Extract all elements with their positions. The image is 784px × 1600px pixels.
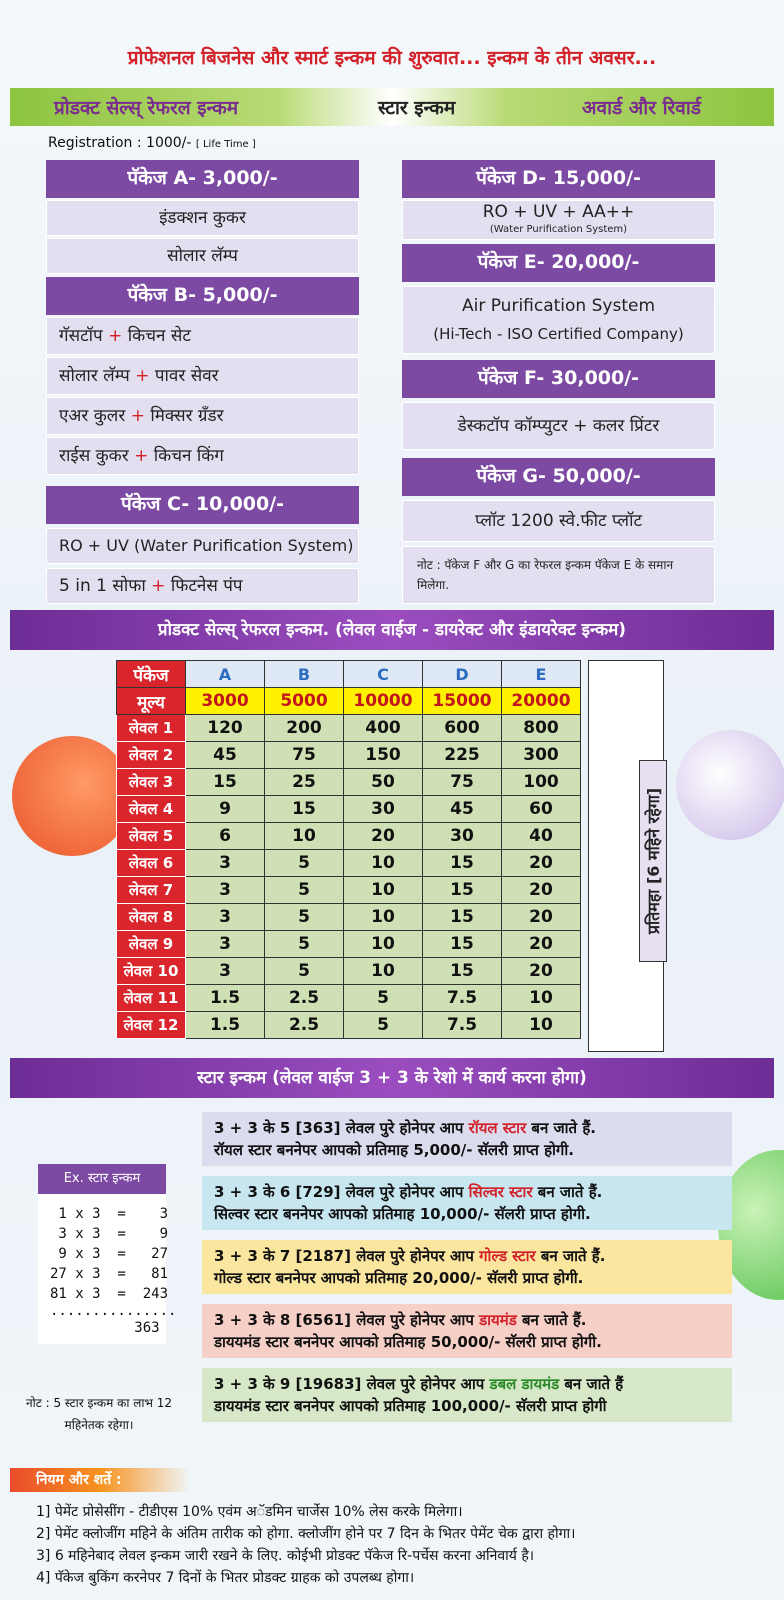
value-cell: 800 <box>502 715 581 742</box>
item-text: राईस कुकर <box>59 446 129 466</box>
value-cell: 15 <box>423 958 502 985</box>
table-row <box>117 769 581 796</box>
value-cell: 100 <box>502 769 581 796</box>
value-cell: 3 <box>186 877 265 904</box>
header <box>0 0 784 88</box>
price-cell: 10000 <box>344 688 423 715</box>
star-text: बन जाते हैं. <box>526 1119 596 1137</box>
star-text: बन जाते हैं <box>559 1375 624 1393</box>
package-header: D <box>423 661 502 688</box>
example-row: 81 x 3 = 243 <box>50 1286 169 1302</box>
table-price-row <box>117 688 581 715</box>
value-cell: 3 <box>186 904 265 931</box>
example-row: 1 x 3 = 3 <box>50 1206 169 1222</box>
level-label: लेवल 2 <box>117 742 186 769</box>
table-row <box>117 985 581 1012</box>
value-cell: 20 <box>502 931 581 958</box>
table-row <box>117 1012 581 1039</box>
star-bar: स्टार इन्कम (लेवल वाईज 3 + 3 के रेशो में कार्य करना होगा) <box>10 1058 774 1098</box>
level-label: लेवल 9 <box>117 931 186 958</box>
value-cell: 15 <box>423 850 502 877</box>
price-header-label: मूल्य <box>117 688 186 715</box>
value-cell: 3 <box>186 850 265 877</box>
example-row: 3 x 3 = 9 <box>50 1226 169 1242</box>
package-g-title: पॅकेज G- 50,000/- <box>402 458 715 496</box>
table-row <box>117 904 581 931</box>
star-text: बन जाते हैं. <box>532 1183 603 1201</box>
star-text: बन जाते हैं. <box>516 1311 587 1329</box>
rules-title: नियम और शर्ते : <box>10 1468 190 1492</box>
header-strip <box>10 88 774 126</box>
package-e-item <box>402 286 715 354</box>
value-cell: 1.5 <box>186 1012 265 1039</box>
value-cell: 40 <box>502 823 581 850</box>
level-label: लेवल 12 <box>117 1012 186 1039</box>
value-cell: 2.5 <box>265 985 344 1012</box>
item-text: किचन किंग <box>153 446 224 466</box>
star-rank: डबल डायमंड <box>489 1375 560 1393</box>
table-row <box>117 958 581 985</box>
package-header: C <box>344 661 423 688</box>
value-cell: 20 <box>344 823 423 850</box>
rule-item: 4] पॅकेज बुकिंग करनेपर 7 दिनों के भितर प्रोडक्ट ग्राहक को उपलब्ध होगा। <box>36 1570 415 1586</box>
star-box <box>202 1176 732 1230</box>
star-box-line1 <box>214 1117 720 1139</box>
value-cell: 10 <box>502 1012 581 1039</box>
item-subtext: (Hi-Tech - ISO Certified Company) <box>433 325 684 343</box>
rule-item: 3] 6 महिनेबाद लेवल इन्कम जारी रखने के लिए. कोईभी प्रोडक्ट पॅकेज रि-पर्चेस करना अनिवार्य है। <box>36 1548 535 1564</box>
package-d-item <box>402 200 715 240</box>
value-cell: 3 <box>186 958 265 985</box>
package-b-item: राईस कुकर + किचन किंग <box>46 437 359 475</box>
example-row: 27 x 3 = 81 <box>50 1266 169 1282</box>
value-cell: 15 <box>423 877 502 904</box>
deco-circle-right <box>676 730 784 840</box>
star-box <box>202 1240 732 1294</box>
item-text: मिक्सर ग्रॅंडर <box>150 406 224 426</box>
value-cell: 5 <box>265 850 344 877</box>
value-cell: 5 <box>265 931 344 958</box>
price-cell: 3000 <box>186 688 265 715</box>
level-label: लेवल 3 <box>117 769 186 796</box>
value-cell: 15 <box>423 931 502 958</box>
value-cell: 10 <box>344 931 423 958</box>
value-cell: 45 <box>423 796 502 823</box>
item-text: 5 in 1 सोफा <box>59 576 146 596</box>
value-cell: 5 <box>344 985 423 1012</box>
star-text: बन जाते हैं. <box>535 1247 606 1265</box>
example-title: Ex. स्टार इन्कम <box>38 1164 166 1194</box>
right-note <box>402 546 715 604</box>
table-header-row <box>117 661 581 688</box>
star-box-line2: डाययमंड स्टार बननेपर आपको प्रतिमाह 100,000/- सॅलरी प्राप्त होगी <box>214 1397 607 1415</box>
value-cell: 50 <box>344 769 423 796</box>
table-row <box>117 931 581 958</box>
package-b-item: गॅसटॉप + किचन सेट <box>46 317 359 355</box>
value-cell: 1.5 <box>186 985 265 1012</box>
deco-circle-left <box>12 736 132 856</box>
value-cell: 5 <box>265 904 344 931</box>
table-row <box>117 742 581 769</box>
value-cell: 225 <box>423 742 502 769</box>
star-box <box>202 1368 732 1422</box>
package-g-item: प्लॉट 1200 स्वे.फीट प्लॉट <box>402 500 715 542</box>
value-cell: 30 <box>423 823 502 850</box>
value-cell: 10 <box>344 958 423 985</box>
star-rank: डायमंड <box>479 1311 517 1329</box>
value-cell: 10 <box>344 904 423 931</box>
value-cell: 5 <box>265 958 344 985</box>
package-header: B <box>265 661 344 688</box>
registration-note: [ Life Time ] <box>195 139 256 150</box>
item-text: पावर सेवर <box>154 366 219 386</box>
package-header: A <box>186 661 265 688</box>
value-cell: 20 <box>502 877 581 904</box>
value-cell: 20 <box>502 904 581 931</box>
value-cell: 400 <box>344 715 423 742</box>
example-box <box>38 1164 177 1344</box>
package-a-item: सोलार लॅम्प <box>46 238 359 274</box>
value-cell: 7.5 <box>423 985 502 1012</box>
value-cell: 150 <box>344 742 423 769</box>
star-box <box>202 1112 732 1166</box>
price-cell: 20000 <box>502 688 581 715</box>
star-text: 3 + 3 के 6 [729] लेवल पुरे होनेपर आप <box>214 1183 469 1201</box>
value-cell: 300 <box>502 742 581 769</box>
package-header-label: पॅकेज <box>117 661 186 688</box>
table-row <box>117 715 581 742</box>
star-text: 3 + 3 के 8 [6561] लेवल पुरे होनेपर आप <box>214 1311 480 1329</box>
star-box <box>202 1304 732 1358</box>
value-cell: 10 <box>344 877 423 904</box>
side-label-box <box>639 760 667 962</box>
rule-item: 2] पेमेंट क्लोजींग महिने के अंतिम तारीक को होगा. क्लोजींग होने पर 7 दिन के भितर पेमेंट चेक द्वारा होगा। <box>36 1526 576 1542</box>
strip-referral: प्रोडक्ट सेल्स् रेफरल इन्कम <box>54 97 239 119</box>
example-dots: ............... <box>50 1303 177 1319</box>
level-income-table <box>116 660 581 1039</box>
strip-star: स्टार इन्कम <box>378 97 456 119</box>
star-box-line1 <box>214 1181 720 1203</box>
star-rank: रॉयल स्टार <box>468 1119 527 1137</box>
table-row <box>117 850 581 877</box>
value-cell: 7.5 <box>423 1012 502 1039</box>
value-cell: 15 <box>186 769 265 796</box>
rule-item: 1] पेमेंट प्रोसेसींग - टीडीएस 10% एवंम अॅडमिन चार्जेस 10% लेस करके मिलेगा। <box>36 1504 463 1520</box>
level-label: लेवल 10 <box>117 958 186 985</box>
package-b-item: सोलार लॅम्प + पावर सेवर <box>46 357 359 395</box>
value-cell: 45 <box>186 742 265 769</box>
price-cell: 5000 <box>265 688 344 715</box>
star-box-line1 <box>214 1373 720 1395</box>
value-cell: 200 <box>265 715 344 742</box>
level-label: लेवल 7 <box>117 877 186 904</box>
item-text: फिटनेस पंप <box>170 576 243 596</box>
value-cell: 6 <box>186 823 265 850</box>
item-text: किचन सेट <box>127 326 191 346</box>
star-text: 3 + 3 के 9 [19683] लेवल पुरे होनेपर आप <box>214 1375 490 1393</box>
value-cell: 60 <box>502 796 581 823</box>
value-cell: 25 <box>265 769 344 796</box>
package-a-item: इंडक्शन कुकर <box>46 200 359 236</box>
package-a-title: पॅकेज A- 3,000/- <box>46 160 359 198</box>
item-text: एअर कुलर <box>59 406 126 426</box>
value-cell: 30 <box>344 796 423 823</box>
level-label: लेवल 1 <box>117 715 186 742</box>
item-text: RO + UV + AA++ <box>482 202 635 222</box>
star-box-line2: रॉयल स्टार बननेपर आपको प्रतिमाह 5,000/- सॅलरी प्राप्त होगी. <box>214 1141 574 1159</box>
item-text: गॅसटॉप <box>59 326 103 346</box>
level-label: लेवल 4 <box>117 796 186 823</box>
level-label: लेवल 8 <box>117 904 186 931</box>
registration <box>48 135 256 151</box>
value-cell: 5 <box>344 1012 423 1039</box>
package-f-item: डेस्कटॉप कॉम्प्युटर + कलर प्रिंटर <box>402 402 715 450</box>
value-cell: 3 <box>186 931 265 958</box>
referral-bar: प्रोडक्ट सेल्स् रेफरल इन्कम. (लेवल वाईज - डायरेक्ट और इंडायरेक्ट इन्कम) <box>10 610 774 650</box>
value-cell: 600 <box>423 715 502 742</box>
value-cell: 15 <box>423 904 502 931</box>
value-cell: 15 <box>265 796 344 823</box>
star-rank: सिल्वर स्टार <box>468 1183 533 1201</box>
package-b-title: पॅकेज B- 5,000/- <box>46 277 359 315</box>
page-title: प्रोफेशनल बिजनेस और स्मार्ट इन्कम की शुरुवात... इन्कम के तीन अवसर... <box>127 47 657 69</box>
star-box-line2: सिल्वर स्टार बननेपर आपको प्रतिमाह 10,000/- सॅलरी प्राप्त होगी. <box>214 1205 591 1223</box>
value-cell: 20 <box>502 850 581 877</box>
value-cell: 20 <box>502 958 581 985</box>
star-box-line2: डाययमंड स्टार बननेपर आपको प्रतिमाह 50,000/- सॅलरी प्राप्त होगी. <box>214 1333 602 1351</box>
value-cell: 75 <box>265 742 344 769</box>
level-label: लेवल 6 <box>117 850 186 877</box>
package-f-title: पॅकेज F- 30,000/- <box>402 360 715 398</box>
item-text: Air Purification System <box>461 296 656 316</box>
strip-award: अवार्ड और रिवार्ड <box>582 97 701 119</box>
star-box-line1 <box>214 1309 720 1331</box>
value-cell: 9 <box>186 796 265 823</box>
package-c-item: RO + UV (Water Purification System) <box>46 528 359 564</box>
package-c-title: पॅकेज C- 10,000/- <box>46 486 359 524</box>
table-row <box>117 823 581 850</box>
table-row <box>117 796 581 823</box>
package-b-item: एअर कुलर + मिक्सर ग्रॅंडर <box>46 397 359 435</box>
value-cell: 10 <box>265 823 344 850</box>
table-row <box>117 877 581 904</box>
right-note-text: नोट : पॅकेज F और G का रेफरल इन्कम पॅकेज E के समान मिलेगा. <box>417 558 674 592</box>
star-text: 3 + 3 के 7 [2187] लेवल पुरे होनेपर आप <box>214 1247 480 1265</box>
value-cell: 2.5 <box>265 1012 344 1039</box>
example-row: 9 x 3 = 27 <box>50 1246 169 1262</box>
package-header: E <box>502 661 581 688</box>
level-label: लेवल 11 <box>117 985 186 1012</box>
value-cell: 5 <box>265 877 344 904</box>
value-cell: 120 <box>186 715 265 742</box>
package-e-title: पॅकेज E- 20,000/- <box>402 244 715 282</box>
side-label: प्रतिमहा [6 महिने रहेगा] <box>644 787 663 935</box>
price-cell: 15000 <box>423 688 502 715</box>
value-cell: 10 <box>502 985 581 1012</box>
star-rank: गोल्ड स्टार <box>479 1247 536 1265</box>
value-cell: 75 <box>423 769 502 796</box>
registration-label: Registration : 1000/- <box>48 135 192 151</box>
level-label: लेवल 5 <box>117 823 186 850</box>
star-text: 3 + 3 के 5 [363] लेवल पुरे होनेपर आप <box>214 1119 469 1137</box>
item-subtext: (Water Purification System) <box>489 224 628 235</box>
package-c-item: 5 in 1 सोफा + फिटनेस पंप <box>46 568 359 604</box>
example-note: नोट : 5 स्टार इन्कम का लाभ 12 महिनेतक रहेगा। <box>25 1396 173 1432</box>
item-text: सोलार लॅम्प <box>59 366 130 386</box>
package-d-title: पॅकेज D- 15,000/- <box>402 160 715 198</box>
example-total: 363 <box>50 1320 160 1336</box>
value-cell: 10 <box>344 850 423 877</box>
star-box-line2: गोल्ड स्टार बननेपर आपको प्रतिमाह 20,000/- सॅलरी प्राप्त होगी. <box>214 1269 584 1287</box>
star-box-line1 <box>214 1245 720 1267</box>
